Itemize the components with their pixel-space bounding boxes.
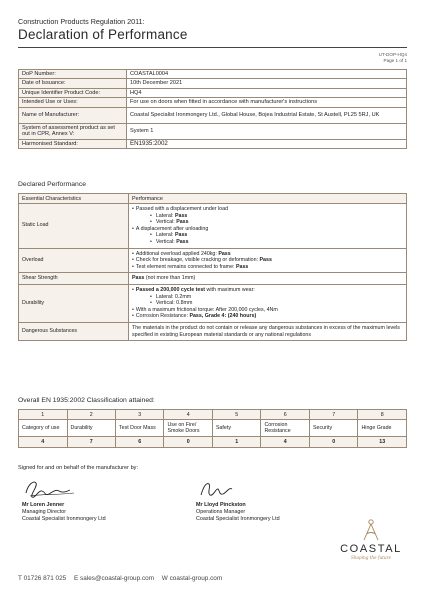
info-value: 10th December 2021	[127, 79, 407, 88]
class-number: 4	[164, 410, 212, 420]
item-text: Test element remains connected to frame:	[135, 263, 236, 270]
class-number: 7	[309, 410, 358, 420]
item-result: Pass	[218, 250, 231, 257]
info-value: COASTAL0004	[127, 70, 407, 79]
signatory-role: Operations Manager	[196, 508, 246, 515]
item-text: Corrosion Resistance:	[135, 313, 190, 320]
class-name: Durability	[67, 420, 116, 437]
performance-cell	[129, 284, 407, 322]
info-value: EN1935:2002	[127, 139, 407, 148]
performance-cell	[129, 248, 407, 273]
item-text: With a maximum frictional torque: After 200,000 cycles, 4Nm	[135, 306, 278, 313]
class-number: 5	[212, 410, 260, 420]
declared-performance-heading: Declared Performance	[18, 181, 86, 188]
info-row	[19, 107, 407, 123]
list-item	[132, 226, 403, 233]
performance-cell	[129, 273, 407, 285]
class-value: 13	[358, 437, 407, 447]
item-result: Pass	[132, 275, 145, 282]
class-value: 6	[116, 437, 164, 447]
footer-contact	[18, 575, 228, 582]
signature-image-1	[22, 478, 82, 500]
item-text: Lateral:	[155, 232, 175, 239]
list-item	[132, 287, 403, 294]
info-label: Date of Issuance:	[19, 79, 127, 88]
logo-tagline: Shaping the future	[350, 555, 392, 560]
footer-email[interactable]: E sales@coastal-group.com	[74, 575, 155, 582]
footer-phone: T 01726 871 025	[18, 575, 67, 582]
col-essential-characteristics: Essential Characteristics	[19, 194, 129, 204]
class-value: 4	[261, 437, 310, 447]
class-value: 4	[19, 437, 68, 447]
perf-header-row	[19, 194, 407, 204]
item-text: Vertical: 0.8mm	[155, 300, 193, 307]
perf-row-dangerous-substances	[19, 322, 407, 340]
class-name: Safety	[212, 420, 260, 437]
logo-wordmark: COASTAL	[340, 543, 402, 555]
characteristic-label: Shear Strength	[19, 273, 129, 285]
info-value: Coastal Specialist Ironmongery Ltd., Global House, Bojea Industrial Estate, St Austell, PL25 5RJ, UK	[127, 107, 407, 123]
classification-number-row	[19, 410, 407, 420]
class-name: Hinge Grade	[358, 420, 407, 437]
class-number: 8	[358, 410, 407, 420]
item-result: Pass	[175, 232, 188, 239]
list-item	[132, 294, 403, 301]
list-item	[132, 313, 403, 320]
performance-cell: The materials in the product do not contain or release any dangerous substances in excess of the maximum levels specified in existing European material standards or any national regulations	[129, 322, 407, 340]
info-row	[19, 70, 407, 79]
page-number: Page 1 of 1	[383, 58, 407, 63]
performance-cell	[129, 204, 407, 249]
list-item	[132, 251, 403, 258]
perf-row-overload	[19, 248, 407, 273]
signatory-1	[22, 502, 106, 522]
class-number: 2	[67, 410, 116, 420]
characteristic-label: Dangerous Substances	[19, 322, 129, 340]
class-name: Category of use	[19, 420, 68, 437]
signatory-role: Managing Director	[22, 508, 67, 515]
info-label: Name of Manufacturer:	[19, 107, 127, 123]
info-label: Harmonised Standard:	[19, 139, 127, 148]
item-text: Vertical:	[155, 238, 177, 245]
classification-value-row	[19, 437, 407, 447]
characteristic-label: Static Load	[19, 204, 129, 249]
signatory-company: Coastal Specialist Ironmongery Ltd	[196, 515, 280, 522]
coastal-logo	[336, 517, 406, 560]
title-divider	[18, 47, 407, 48]
item-text: Vertical:	[155, 219, 177, 226]
signatory-name: Mr Loren Jenner	[22, 502, 65, 508]
classification-name-row	[19, 420, 407, 437]
class-number: 1	[19, 410, 68, 420]
class-value: 0	[164, 437, 212, 447]
class-name: Use on Fire/ Smoke Doors	[164, 420, 212, 437]
classification-table	[18, 409, 407, 448]
list-item	[132, 264, 403, 271]
item-text: Lateral: 0.2mm	[155, 293, 192, 300]
class-number: 3	[116, 410, 164, 420]
info-value: HQ4	[127, 88, 407, 97]
list-item	[132, 213, 403, 220]
info-row	[19, 88, 407, 97]
class-name: Corrosion Resistance	[261, 420, 310, 437]
item-text: Additional overload applied 240kg:	[135, 250, 219, 257]
list-item	[132, 307, 403, 314]
classification-heading: Overall EN 1935:2002 Classification attained:	[18, 397, 155, 404]
item-result: Pass	[259, 257, 272, 264]
item-result: Pass, Grade 4: (240 hours)	[189, 313, 257, 320]
col-performance: Performance	[129, 194, 407, 204]
info-row	[19, 79, 407, 88]
footer-website[interactable]: W coastal-group.com	[161, 575, 223, 582]
perf-row-shear-strength	[19, 273, 407, 285]
class-value: 0	[309, 437, 358, 447]
item-text: (not more than 1mm)	[144, 275, 196, 282]
info-row	[19, 123, 407, 139]
info-value: For use on doors when fitted in accordance with manufacturer's instructions	[127, 98, 407, 107]
item-text: Check for breakage, visible cracking or deformation:	[135, 257, 260, 264]
list-item	[132, 257, 403, 264]
class-value: 7	[67, 437, 116, 447]
list-item	[132, 232, 403, 239]
info-label: System of assessment product as set out in CPR, Annex V:	[19, 123, 127, 139]
info-label: Intended Use or Uses:	[19, 98, 127, 107]
perf-row-static-load	[19, 204, 407, 249]
class-name: Security	[309, 420, 358, 437]
info-value: System 1	[127, 123, 407, 139]
list-item	[132, 219, 403, 226]
item-text: Lateral:	[155, 212, 175, 219]
document-reference	[379, 52, 407, 64]
doc-code: UT-DOP-HQ4	[378, 52, 407, 57]
item-text: A displacement after unloading	[135, 225, 209, 232]
item-result: Pass	[175, 212, 188, 219]
item-result: Passed a 200,000 cycle test	[135, 286, 206, 293]
info-label: Unique Identifier Product Code:	[19, 88, 127, 97]
info-label: DoP Number:	[19, 70, 127, 79]
signatory-name: Mr Lloyd Pinckston	[196, 502, 246, 508]
info-row	[19, 98, 407, 107]
item-text: Passed with a displacement under load	[135, 206, 229, 212]
class-value: 1	[212, 437, 260, 447]
page-title: Declaration of Performance	[18, 27, 188, 42]
signed-on-behalf-text: Signed for and on behalf of the manufacturer by:	[18, 465, 139, 471]
characteristic-label: Durability	[19, 284, 129, 322]
list-item	[132, 239, 403, 246]
item-result: Pass	[176, 238, 189, 245]
signature-image-2	[198, 478, 248, 500]
info-row	[19, 139, 407, 148]
list-item	[132, 206, 403, 213]
class-name: Test Door Mass	[116, 420, 164, 437]
declared-performance-table	[18, 193, 407, 341]
list-item	[132, 300, 403, 307]
characteristic-label: Overload	[19, 248, 129, 273]
product-info-table	[18, 69, 407, 149]
perf-row-durability	[19, 284, 407, 322]
regulation-title: Construction Products Regulation 2011:	[18, 17, 145, 26]
signatory-2	[196, 502, 280, 522]
compass-logo-icon	[361, 517, 381, 541]
item-result: Pass	[176, 219, 189, 226]
item-text: with maximum wear:	[205, 286, 255, 293]
signatory-company: Coastal Specialist Ironmongery Ltd	[22, 515, 106, 522]
class-number: 6	[261, 410, 310, 420]
item-result: Pass	[235, 263, 249, 270]
